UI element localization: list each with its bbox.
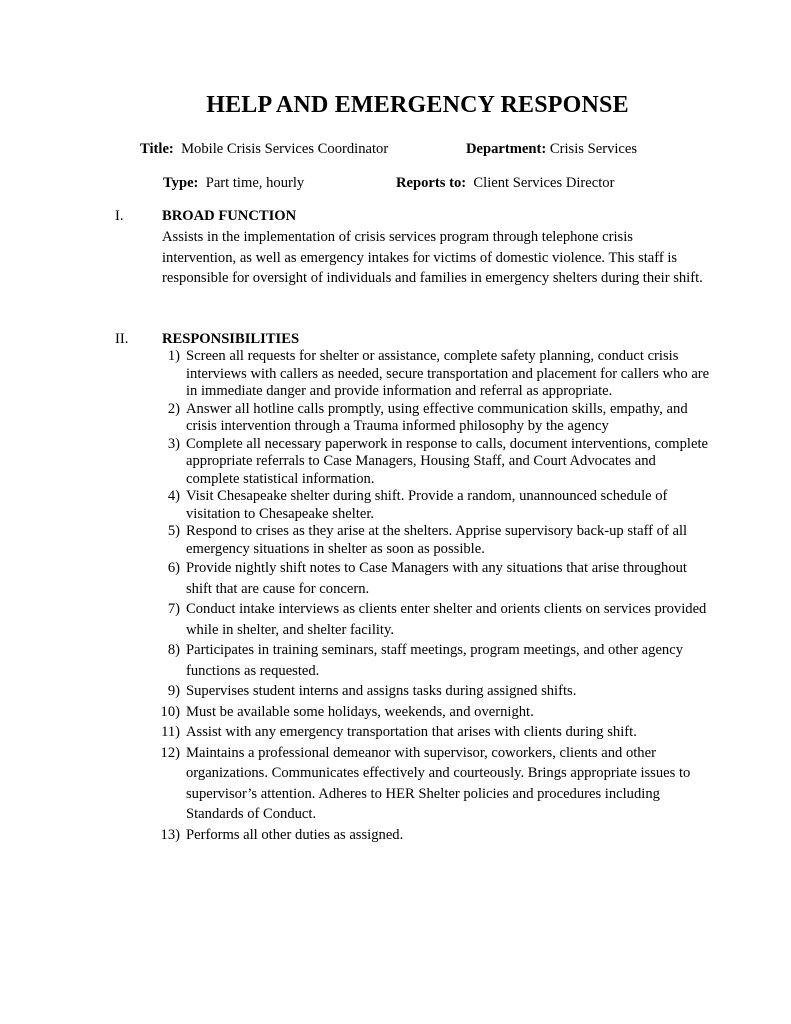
item-number: 2) <box>167 400 180 417</box>
item-text: Conduct intake interviews as clients enter shelter and orients clients on services provided while in shelter, and shelter facility. <box>186 601 707 638</box>
list-item <box>140 558 710 599</box>
page-title: HELP AND EMERGENCY RESPONSE <box>206 92 629 118</box>
item-number: 6) <box>167 560 180 576</box>
item-text: Respond to crises as they arise at the shelters. Apprise supervisory back-up staff of all emergency situations in shelter as soon as possible. <box>186 523 688 557</box>
item-text: Provide nightly shift notes to Case Managers with any situations that arise throughout shift that are cause for concern. <box>186 560 687 597</box>
list-item <box>140 743 710 825</box>
type-field <box>163 175 304 192</box>
item-number: 7) <box>167 601 180 617</box>
section-numeral: II. <box>115 331 129 347</box>
item-text: Participates in training seminars, staff meetings, program meetings, and other agency functions as requested. <box>186 642 683 679</box>
item-number: 3) <box>167 435 180 452</box>
item-number: 12) <box>160 744 180 761</box>
item-text: Maintains a professional demeanor with supervisor, coworkers, clients and other organizations. Communicates effectively and courteously. Brings appropriate issues to supervisor’s attention. Adheres to HER Shelter policies and procedures including Standards of Conduct. <box>186 744 691 822</box>
department-label: Department: <box>466 141 547 157</box>
job-title-label: Title: <box>140 141 174 157</box>
item-text: Performs all other duties as assigned. <box>186 826 404 843</box>
item-number: 5) <box>167 523 180 539</box>
department-value: Crisis Services <box>549 141 638 157</box>
list-item <box>140 640 710 681</box>
list-item <box>140 702 710 723</box>
list-item <box>140 488 710 523</box>
item-number: 8) <box>167 642 180 658</box>
item-text: Complete all necessary paperwork in response to calls, document interventions, complete appropriate referrals to Case Managers, Housing Staff, and Court Advocates and complete statistical information. <box>186 435 708 487</box>
item-text: Must be available some holidays, weekends, and overnight. <box>186 703 534 720</box>
list-item <box>140 599 710 640</box>
list-item <box>140 825 710 846</box>
item-text: Answer all hotline calls promptly, using effective communication skills, empathy, and crisis intervention through a Trauma informed philosophy by the agency <box>186 400 688 434</box>
item-number: 9) <box>167 683 180 699</box>
section-heading-responsibilities: RESPONSIBILITIES <box>162 331 300 347</box>
item-text: Visit Chesapeake shelter during shift. Provide a random, unannounced schedule of visitation to Chesapeake shelter. <box>186 488 668 522</box>
job-title-value: Mobile Crisis Services Coordinator <box>181 141 389 157</box>
reports-to-label: Reports to: <box>396 175 467 191</box>
responsibilities-list <box>140 348 710 845</box>
item-text: Screen all requests for shelter or assistance, complete safety planning, conduct crisis interviews with callers as needed, secure transportation and placement for callers who are in immediate danger and provide information and referral as appropriate. <box>186 348 710 399</box>
item-number: 11) <box>161 724 180 740</box>
type-label: Type: <box>163 175 199 191</box>
list-item <box>140 401 710 436</box>
reports-to-field <box>396 175 614 192</box>
item-text: Assist with any emergency transportation that arises with clients during shift. <box>186 724 637 740</box>
reports-to-value: Client Services Director <box>473 175 615 191</box>
section-heading-broad-function: BROAD FUNCTION <box>162 208 297 224</box>
list-item <box>140 436 710 489</box>
list-item <box>140 681 710 702</box>
item-number: 10) <box>160 703 180 720</box>
type-value: Part time, hourly <box>205 175 305 191</box>
list-item <box>140 722 710 743</box>
department-field <box>466 141 637 158</box>
list-item <box>140 523 710 558</box>
item-number: 1) <box>167 348 180 364</box>
item-number: 4) <box>167 488 180 504</box>
item-number: 13) <box>160 826 180 843</box>
broad-function-text: Assists in the implementation of crisis services program through telephone crisis intervention, as well as emergency intakes for victims of domestic violence. This staff is responsible for oversight of individuals and families in emergency shelters during their shift. <box>162 229 703 286</box>
section-numeral: I. <box>115 208 124 224</box>
job-title-field <box>140 141 388 158</box>
list-item <box>140 348 710 401</box>
item-text: Supervises student interns and assigns tasks during assigned shifts. <box>186 683 577 699</box>
